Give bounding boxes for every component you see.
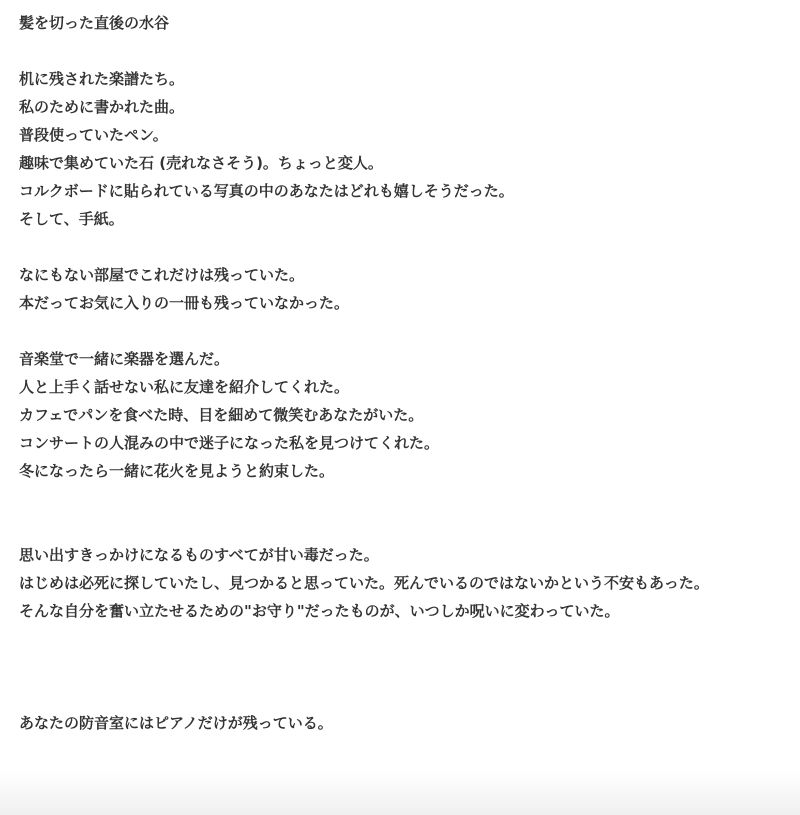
final-line: あなたの防音室にはピアノだけが残っている。 (19, 714, 333, 732)
text-line: 人と上手く話せない私に友達を紹介してくれた。 (19, 378, 350, 396)
blank-line (19, 681, 789, 709)
text-line: 普段使っていたペン。 (19, 126, 168, 144)
text-line: カフェでパンを食べた時、目を細めて微笑むあなたがいた。 (19, 406, 424, 424)
text-line: はじめは必死に探していたし、見つかると思っていた。死んでいるのではないかという不安もあった。 (19, 574, 709, 592)
blank-line (19, 317, 789, 345)
blank-line (19, 233, 789, 261)
blank-line (19, 653, 789, 681)
text-line: なにもない部屋でこれだけは残っていた。 (19, 266, 305, 284)
blank-line (19, 485, 789, 513)
text-line: 趣味で集めていた石 (売れなさそう)。ちょっと変人。 (19, 154, 383, 172)
text-line: 本だってお気に入りの一冊も残っていなかった。 (19, 294, 350, 312)
text-line: 思い出すきっかけになるものすべてが甘い毒だった。 (19, 546, 379, 564)
text-line: 音楽堂で一緒に楽器を選んだ。 (19, 350, 230, 368)
text-line: 冬になったら一緒に花火を見ようと約束した。 (19, 462, 335, 480)
text-line: コンサートの人混みの中で迷子になった私を見つけてくれた。 (19, 434, 440, 452)
text-line: コルクボードに貼られている写真の中のあなたはどれも嬉しそうだった。 (19, 182, 514, 200)
bottom-fade (0, 770, 800, 815)
text-line: そして、手紙。 (19, 210, 124, 228)
text-line: 私のために書かれた曲。 (19, 98, 185, 116)
blank-line (19, 513, 789, 541)
text-line: 机に残された楽譜たち。 (19, 70, 185, 88)
document-title: 髪を切った直後の水谷 (19, 14, 170, 32)
text-line: そんな自分を奮い立たせるための"お守り"だったものが、いつしか呪いに変わっていた。 (19, 602, 620, 620)
blank-line (19, 37, 789, 65)
blank-line (19, 625, 789, 653)
document-body (19, 9, 789, 737)
